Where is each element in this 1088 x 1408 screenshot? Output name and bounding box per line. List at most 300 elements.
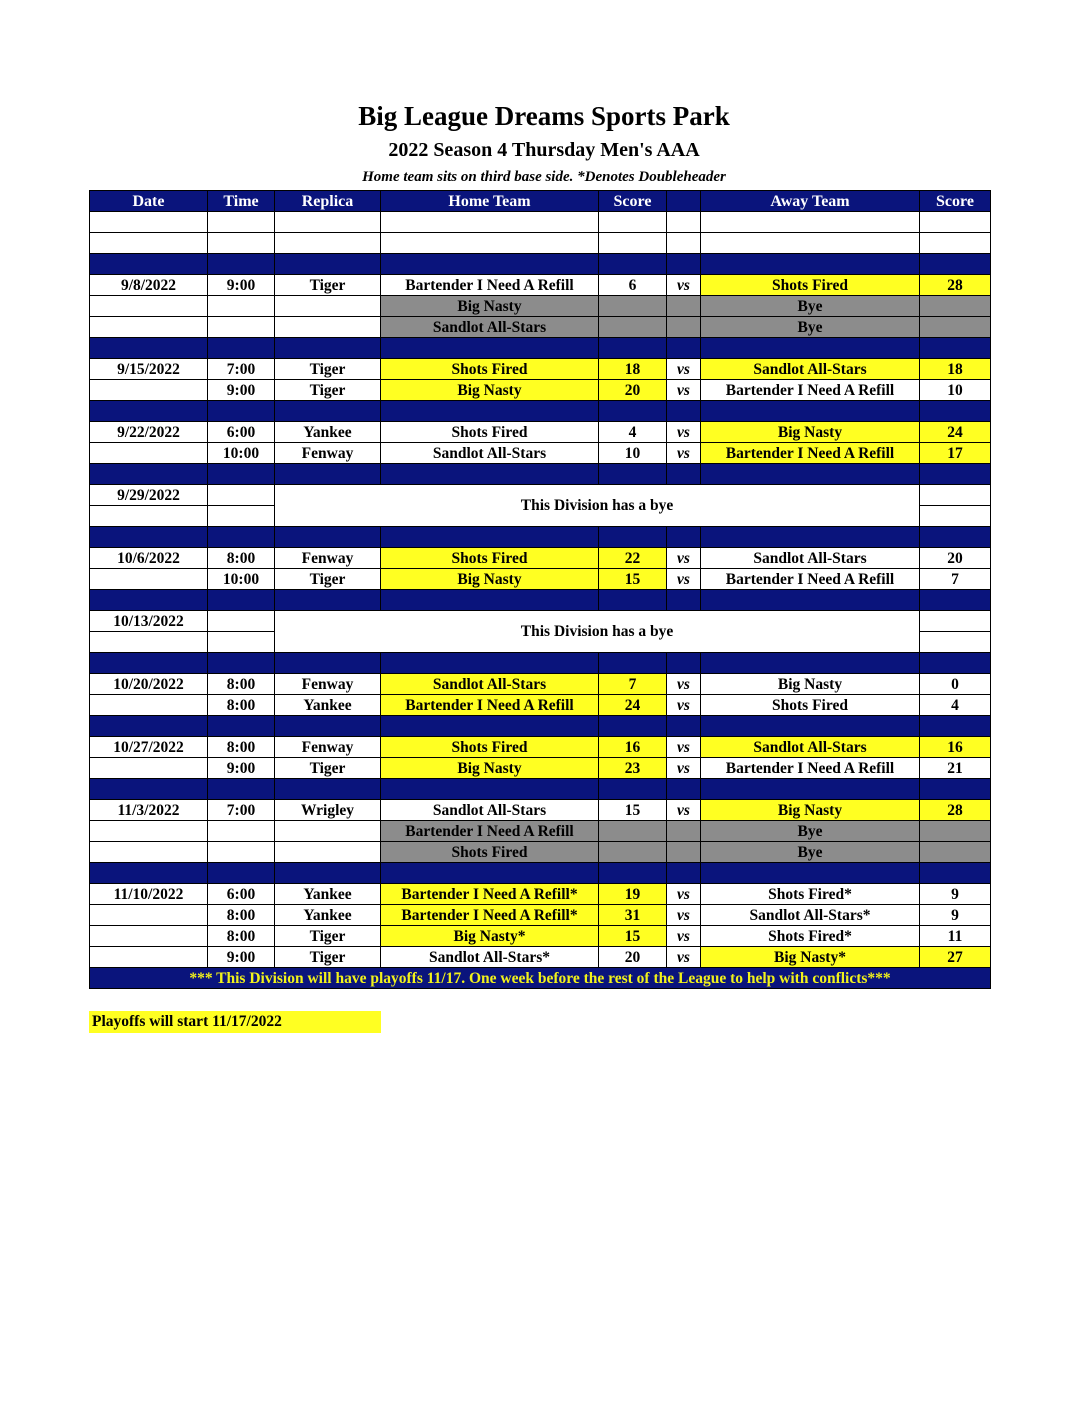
game-row xyxy=(90,380,991,401)
game-field: Yankee xyxy=(275,905,381,926)
bye-vs xyxy=(667,317,701,338)
home-team-note: Home team sits on third base side. *Denotes Doubleheader xyxy=(362,169,726,185)
separator-cell xyxy=(275,779,381,800)
game-field: Tiger xyxy=(275,758,381,779)
separator-cell xyxy=(208,779,275,800)
home-score: 22 xyxy=(599,548,667,569)
col-header-vs xyxy=(667,191,701,212)
game-field: Tiger xyxy=(275,359,381,380)
home-team: Big Nasty xyxy=(381,758,599,779)
playoffs-note: Playoffs will start 11/17/2022 xyxy=(89,1011,381,1033)
game-time: 8:00 xyxy=(208,737,275,758)
game-field: Tiger xyxy=(275,926,381,947)
separator-cell xyxy=(667,779,701,800)
division-bye-message: This Division has a bye xyxy=(275,611,920,653)
empty-cell xyxy=(90,317,208,338)
game-row xyxy=(90,275,991,296)
away-team: Big Nasty xyxy=(701,800,920,821)
game-field: Wrigley xyxy=(275,800,381,821)
col-header-away-score: Score xyxy=(920,191,991,212)
empty-cell xyxy=(90,821,208,842)
vs-label: vs xyxy=(667,359,701,380)
week-separator xyxy=(90,590,991,611)
game-date: 11/3/2022 xyxy=(90,800,208,821)
home-score: 31 xyxy=(599,905,667,926)
week-separator xyxy=(90,464,991,485)
home-score: 6 xyxy=(599,275,667,296)
away-score: 7 xyxy=(920,569,991,590)
separator-cell xyxy=(920,527,991,548)
game-time: 8:00 xyxy=(208,548,275,569)
game-field: Tiger xyxy=(275,569,381,590)
away-team: Sandlot All-Stars xyxy=(701,548,920,569)
game-row xyxy=(90,926,991,947)
empty-cell xyxy=(275,842,381,863)
bye-score xyxy=(599,842,667,863)
col-header-date: Date xyxy=(90,191,208,212)
home-score: 4 xyxy=(599,422,667,443)
separator-cell xyxy=(599,863,667,884)
separator-cell xyxy=(701,338,920,359)
separator-cell xyxy=(920,338,991,359)
separator-cell xyxy=(667,653,701,674)
table-header-row xyxy=(90,191,991,212)
separator-cell xyxy=(920,464,991,485)
home-team: Sandlot All-Stars xyxy=(381,674,599,695)
separator-cell xyxy=(920,716,991,737)
home-team: Sandlot All-Stars xyxy=(381,443,599,464)
separator-cell xyxy=(920,401,991,422)
empty-cell xyxy=(920,506,991,527)
separator-cell xyxy=(208,254,275,275)
home-score: 23 xyxy=(599,758,667,779)
home-score: 24 xyxy=(599,695,667,716)
away-score: 11 xyxy=(920,926,991,947)
home-score: 15 xyxy=(599,800,667,821)
vs-label: vs xyxy=(667,380,701,401)
home-team: Bartender I Need A Refill xyxy=(381,275,599,296)
vs-label: vs xyxy=(667,275,701,296)
separator-cell xyxy=(599,527,667,548)
empty-cell xyxy=(90,296,208,317)
col-header-replica: Replica xyxy=(275,191,381,212)
away-score: 18 xyxy=(920,359,991,380)
home-team: Shots Fired xyxy=(381,359,599,380)
game-row xyxy=(90,905,991,926)
game-date: 10/27/2022 xyxy=(90,737,208,758)
bye-label: Bye xyxy=(701,821,920,842)
away-team: Shots Fired* xyxy=(701,884,920,905)
separator-cell xyxy=(667,863,701,884)
bye-score xyxy=(599,317,667,338)
away-score: 10 xyxy=(920,380,991,401)
game-time: 8:00 xyxy=(208,695,275,716)
vs-label: vs xyxy=(667,443,701,464)
away-team: Sandlot All-Stars xyxy=(701,359,920,380)
separator-cell xyxy=(381,590,599,611)
game-row xyxy=(90,443,991,464)
game-field: Tiger xyxy=(275,380,381,401)
vs-label: vs xyxy=(667,674,701,695)
separator-cell xyxy=(599,590,667,611)
separator-cell xyxy=(275,653,381,674)
separator-cell xyxy=(381,779,599,800)
blank-row xyxy=(90,233,991,254)
vs-label: vs xyxy=(667,548,701,569)
empty-cell xyxy=(208,296,275,317)
away-score: 4 xyxy=(920,695,991,716)
empty-cell xyxy=(208,485,275,506)
separator-cell xyxy=(275,863,381,884)
separator-cell xyxy=(701,779,920,800)
game-row xyxy=(90,569,991,590)
separator-cell xyxy=(701,716,920,737)
footer-row xyxy=(90,968,991,989)
game-date: 9/29/2022 xyxy=(90,485,208,506)
separator-cell xyxy=(275,401,381,422)
footer-note: *** This Division will have playoffs 11/17. One week before the rest of the League to help with conflicts*** xyxy=(90,968,991,989)
home-team: Bartender I Need A Refill xyxy=(381,695,599,716)
game-field: Fenway xyxy=(275,674,381,695)
empty-cell xyxy=(90,842,208,863)
game-row xyxy=(90,737,991,758)
vs-label: vs xyxy=(667,800,701,821)
vs-label: vs xyxy=(667,737,701,758)
separator-cell xyxy=(701,464,920,485)
schedule-table xyxy=(89,190,991,989)
bye-label: Bye xyxy=(701,317,920,338)
away-score: 28 xyxy=(920,275,991,296)
empty-cell xyxy=(275,317,381,338)
empty-cell xyxy=(208,821,275,842)
home-team: Sandlot All-Stars* xyxy=(381,947,599,968)
vs-label: vs xyxy=(667,569,701,590)
bye-row xyxy=(90,842,991,863)
game-date: 9/15/2022 xyxy=(90,359,208,380)
blank-row xyxy=(90,212,991,233)
game-time: 9:00 xyxy=(208,758,275,779)
away-team: Shots Fired* xyxy=(701,926,920,947)
empty-cell xyxy=(208,317,275,338)
away-team: Bartender I Need A Refill xyxy=(701,758,920,779)
home-score: 10 xyxy=(599,443,667,464)
away-team: Shots Fired xyxy=(701,275,920,296)
game-row xyxy=(90,359,991,380)
empty-cell xyxy=(275,821,381,842)
separator-cell xyxy=(599,401,667,422)
away-team: Big Nasty* xyxy=(701,947,920,968)
bye-label: Bye xyxy=(701,842,920,863)
away-score: 9 xyxy=(920,905,991,926)
vs-label: vs xyxy=(667,905,701,926)
separator-cell xyxy=(381,338,599,359)
separator-cell xyxy=(275,527,381,548)
schedule-body xyxy=(90,212,991,968)
separator-cell xyxy=(381,716,599,737)
empty-cell xyxy=(920,632,991,653)
separator-cell xyxy=(701,590,920,611)
bye-score xyxy=(599,821,667,842)
bye-row xyxy=(90,296,991,317)
away-score: 17 xyxy=(920,443,991,464)
away-team: Bartender I Need A Refill xyxy=(701,569,920,590)
home-score: 20 xyxy=(599,947,667,968)
separator-cell xyxy=(208,863,275,884)
game-time: 6:00 xyxy=(208,884,275,905)
away-score: 0 xyxy=(920,674,991,695)
game-time: 7:00 xyxy=(208,359,275,380)
page-subtitle: 2022 Season 4 Thursday Men's AAA xyxy=(388,139,700,161)
bye-team: Sandlot All-Stars xyxy=(381,317,599,338)
separator-cell xyxy=(667,464,701,485)
game-date xyxy=(90,758,208,779)
bye-vs xyxy=(667,296,701,317)
separator-cell xyxy=(90,527,208,548)
separator-cell xyxy=(208,338,275,359)
away-score: 20 xyxy=(920,548,991,569)
empty-cell xyxy=(275,296,381,317)
home-team: Shots Fired xyxy=(381,422,599,443)
col-header-home-team: Home Team xyxy=(381,191,599,212)
separator-cell xyxy=(599,338,667,359)
separator-cell xyxy=(90,338,208,359)
division-bye-row xyxy=(90,611,991,632)
separator-cell xyxy=(599,254,667,275)
separator-cell xyxy=(381,401,599,422)
week-separator xyxy=(90,254,991,275)
separator-cell xyxy=(275,716,381,737)
game-date: 11/10/2022 xyxy=(90,884,208,905)
away-team: Shots Fired xyxy=(701,695,920,716)
vs-label: vs xyxy=(667,695,701,716)
separator-cell xyxy=(275,590,381,611)
away-team: Big Nasty xyxy=(701,422,920,443)
separator-cell xyxy=(208,716,275,737)
home-score: 15 xyxy=(599,926,667,947)
empty-cell xyxy=(208,506,275,527)
separator-cell xyxy=(920,590,991,611)
game-row xyxy=(90,422,991,443)
bye-vs xyxy=(667,842,701,863)
separator-cell xyxy=(208,590,275,611)
game-row xyxy=(90,548,991,569)
empty-cell xyxy=(208,842,275,863)
week-separator xyxy=(90,779,991,800)
game-row xyxy=(90,800,991,821)
separator-cell xyxy=(90,464,208,485)
game-date xyxy=(90,695,208,716)
game-date: 10/13/2022 xyxy=(90,611,208,632)
separator-cell xyxy=(208,527,275,548)
game-field: Fenway xyxy=(275,548,381,569)
away-team: Bartender I Need A Refill xyxy=(701,380,920,401)
home-team: Sandlot All-Stars xyxy=(381,800,599,821)
game-row xyxy=(90,884,991,905)
vs-label: vs xyxy=(667,422,701,443)
col-header-home-score: Score xyxy=(599,191,667,212)
bye-team: Bartender I Need A Refill xyxy=(381,821,599,842)
home-team: Shots Fired xyxy=(381,737,599,758)
separator-cell xyxy=(90,863,208,884)
bye-away-score xyxy=(920,296,991,317)
game-row xyxy=(90,695,991,716)
separator-cell xyxy=(667,716,701,737)
game-row xyxy=(90,758,991,779)
home-score: 16 xyxy=(599,737,667,758)
away-team: Big Nasty xyxy=(701,674,920,695)
separator-cell xyxy=(701,401,920,422)
week-separator xyxy=(90,401,991,422)
home-score: 15 xyxy=(599,569,667,590)
col-header-away-team: Away Team xyxy=(701,191,920,212)
away-score: 27 xyxy=(920,947,991,968)
game-date: 9/8/2022 xyxy=(90,275,208,296)
game-date: 9/22/2022 xyxy=(90,422,208,443)
game-field: Yankee xyxy=(275,695,381,716)
separator-cell xyxy=(701,527,920,548)
separator-cell xyxy=(275,338,381,359)
separator-cell xyxy=(667,338,701,359)
game-date xyxy=(90,443,208,464)
home-team: Big Nasty* xyxy=(381,926,599,947)
col-header-time: Time xyxy=(208,191,275,212)
separator-cell xyxy=(667,401,701,422)
separator-cell xyxy=(208,464,275,485)
division-bye-message: This Division has a bye xyxy=(275,485,920,527)
game-time: 8:00 xyxy=(208,905,275,926)
bye-score xyxy=(599,296,667,317)
game-time: 7:00 xyxy=(208,800,275,821)
game-field: Tiger xyxy=(275,275,381,296)
away-score: 24 xyxy=(920,422,991,443)
week-separator xyxy=(90,338,991,359)
home-team: Big Nasty xyxy=(381,380,599,401)
separator-cell xyxy=(381,254,599,275)
bye-label: Bye xyxy=(701,296,920,317)
bye-away-score xyxy=(920,842,991,863)
away-score: 28 xyxy=(920,800,991,821)
game-date: 10/6/2022 xyxy=(90,548,208,569)
home-team: Bartender I Need A Refill* xyxy=(381,905,599,926)
week-separator xyxy=(90,653,991,674)
separator-cell xyxy=(920,863,991,884)
game-time: 9:00 xyxy=(208,275,275,296)
home-score: 18 xyxy=(599,359,667,380)
game-date xyxy=(90,380,208,401)
separator-cell xyxy=(701,653,920,674)
separator-cell xyxy=(90,653,208,674)
separator-cell xyxy=(208,653,275,674)
separator-cell xyxy=(381,653,599,674)
game-time: 9:00 xyxy=(208,380,275,401)
away-score: 16 xyxy=(920,737,991,758)
separator-cell xyxy=(381,464,599,485)
week-separator xyxy=(90,716,991,737)
separator-cell xyxy=(599,464,667,485)
away-score: 9 xyxy=(920,884,991,905)
week-separator xyxy=(90,527,991,548)
separator-cell xyxy=(381,863,599,884)
empty-cell xyxy=(920,485,991,506)
bye-row xyxy=(90,821,991,842)
home-team: Bartender I Need A Refill* xyxy=(381,884,599,905)
separator-cell xyxy=(90,779,208,800)
separator-cell xyxy=(275,464,381,485)
empty-cell xyxy=(208,632,275,653)
bye-row xyxy=(90,317,991,338)
vs-label: vs xyxy=(667,926,701,947)
separator-cell xyxy=(701,254,920,275)
game-time: 8:00 xyxy=(208,926,275,947)
empty-cell xyxy=(208,611,275,632)
bye-team: Big Nasty xyxy=(381,296,599,317)
separator-cell xyxy=(920,779,991,800)
game-time: 8:00 xyxy=(208,674,275,695)
separator-cell xyxy=(90,401,208,422)
empty-cell xyxy=(920,611,991,632)
separator-cell xyxy=(920,254,991,275)
separator-cell xyxy=(208,401,275,422)
game-field: Fenway xyxy=(275,737,381,758)
separator-cell xyxy=(667,527,701,548)
bye-team: Shots Fired xyxy=(381,842,599,863)
away-team: Bartender I Need A Refill xyxy=(701,443,920,464)
vs-label: vs xyxy=(667,758,701,779)
separator-cell xyxy=(90,716,208,737)
vs-label: vs xyxy=(667,884,701,905)
week-separator xyxy=(90,863,991,884)
game-field: Fenway xyxy=(275,443,381,464)
game-row xyxy=(90,674,991,695)
game-field: Yankee xyxy=(275,422,381,443)
game-date xyxy=(90,926,208,947)
home-score: 20 xyxy=(599,380,667,401)
separator-cell xyxy=(275,254,381,275)
game-time: 9:00 xyxy=(208,947,275,968)
bye-away-score xyxy=(920,317,991,338)
vs-label: vs xyxy=(667,947,701,968)
game-time: 10:00 xyxy=(208,443,275,464)
game-field: Yankee xyxy=(275,884,381,905)
separator-cell xyxy=(701,863,920,884)
empty-cell xyxy=(90,506,208,527)
away-score: 21 xyxy=(920,758,991,779)
away-team: Sandlot All-Stars* xyxy=(701,905,920,926)
separator-cell xyxy=(90,590,208,611)
game-date xyxy=(90,569,208,590)
game-date xyxy=(90,905,208,926)
separator-cell xyxy=(667,590,701,611)
separator-cell xyxy=(920,653,991,674)
game-date: 10/20/2022 xyxy=(90,674,208,695)
division-bye-row xyxy=(90,485,991,506)
bye-away-score xyxy=(920,821,991,842)
game-row xyxy=(90,947,991,968)
home-team: Big Nasty xyxy=(381,569,599,590)
home-score: 7 xyxy=(599,674,667,695)
away-team: Sandlot All-Stars xyxy=(701,737,920,758)
game-time: 10:00 xyxy=(208,569,275,590)
empty-cell xyxy=(90,632,208,653)
page-title: Big League Dreams Sports Park xyxy=(358,101,730,131)
game-time: 6:00 xyxy=(208,422,275,443)
separator-cell xyxy=(667,254,701,275)
home-score: 19 xyxy=(599,884,667,905)
bye-vs xyxy=(667,821,701,842)
separator-cell xyxy=(90,254,208,275)
separator-cell xyxy=(599,716,667,737)
game-field: Tiger xyxy=(275,947,381,968)
